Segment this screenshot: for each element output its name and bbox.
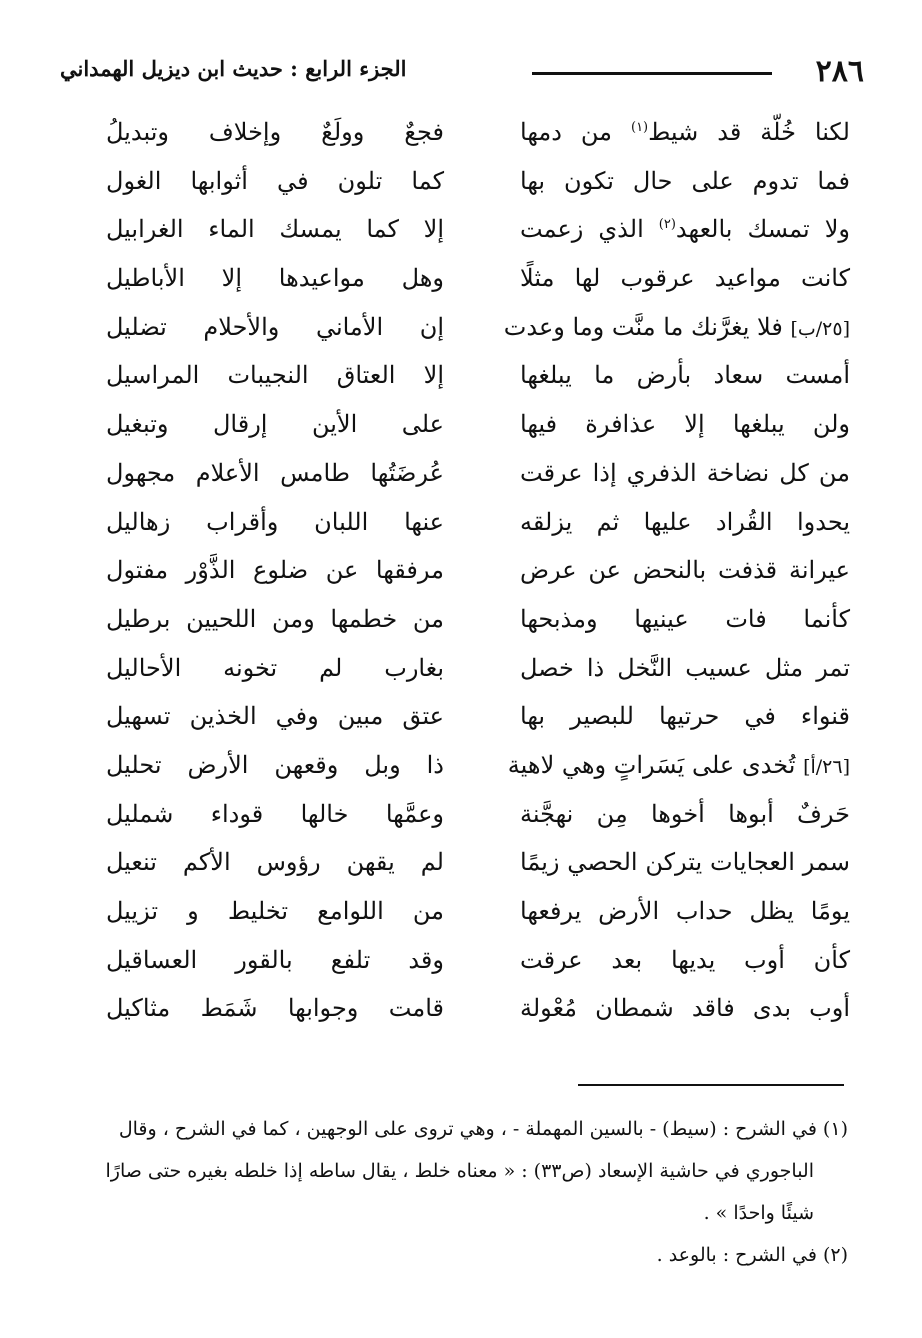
verse-line <box>60 258 850 307</box>
first-hemistich-text: يحدوا القُراد عليها ثم يزلقه <box>520 507 850 536</box>
second-hemistich: عنها اللبان وأقراب زهاليل <box>106 507 444 536</box>
footnote-separator <box>578 1084 844 1086</box>
first-hemistich-text: أمست سعاد بأرض ما يبلغها <box>520 361 850 390</box>
verse-line <box>60 988 850 1037</box>
first-hemistich <box>520 842 850 882</box>
verse-line <box>60 355 850 404</box>
page-header <box>60 50 864 96</box>
verse-line <box>60 648 850 697</box>
second-hemistich: إلا العتاق النجيبات المراسيل <box>106 361 444 390</box>
first-hemistich <box>520 404 850 444</box>
first-hemistich <box>520 258 850 298</box>
first-hemistich <box>520 209 850 249</box>
verse-line <box>60 550 850 599</box>
second-hemistich: وهل مواعيدها إلا الأباطيل <box>106 264 444 293</box>
footnote-1-line-2: الباجوري في حاشية الإسعاد (ص٣٣) : « معناه خلط ، يقال ساطه إذا خلطه بغيره حتى صارًا <box>105 1160 814 1182</box>
first-hemistich <box>520 502 850 542</box>
verse-line <box>60 209 850 258</box>
first-hemistich-text: فلا يغرَّنك ما منَّت وما وعدت <box>503 312 791 341</box>
verse-line <box>60 794 850 843</box>
footnote-1-line-3: شيئًا واحدًا » . <box>703 1202 814 1224</box>
second-hemistich: كما تلون في أثوابها الغول <box>106 166 444 195</box>
verse-line <box>60 161 850 210</box>
first-hemistich-text: حَرفٌ أبوها أخوها مِن نهجَّنة <box>520 799 850 828</box>
footnote-2: (٢) في الشرح : بالوعد . <box>656 1244 848 1266</box>
first-hemistich <box>507 745 850 787</box>
verse-line <box>60 599 850 648</box>
running-head: الجزء الرابع : حديث ابن ديزيل الهمداني <box>60 56 407 81</box>
first-hemistich-text: كأن أوب يديها بعد عرقت <box>520 945 850 974</box>
first-hemistich-text: أوب بدى فاقد شمطان مُعْولة <box>520 994 850 1023</box>
second-hemistich: لم يقهن رؤوس الأكم تنعيل <box>106 848 444 877</box>
first-hemistich-text: لكنا خُلّة قد شيط <box>648 118 850 146</box>
first-hemistich-text: ولا تمسك بالعهد <box>675 215 850 244</box>
manuscript-folio-mark: [٢٦/أ] <box>803 755 850 778</box>
second-hemistich: وقد تلفع بالقور العساقيل <box>106 945 444 974</box>
first-hemistich <box>520 648 850 688</box>
verse-line <box>60 453 850 502</box>
manuscript-folio-mark: [٢٥/ب] <box>790 317 850 340</box>
first-hemistich-text: تمر مثل عسيب النَّخل ذا خصل <box>520 653 850 682</box>
verse-line <box>60 842 850 891</box>
second-hemistich: بغارب لم تخونه الأحاليل <box>106 653 444 682</box>
first-hemistich-text: سمر العجايات يتركن الحصي زيمًا <box>520 848 850 877</box>
first-hemistich <box>520 794 850 834</box>
second-hemistich: عتق مبين وفي الخذين تسهيل <box>106 702 444 731</box>
second-hemistich: قامت وجوابها شَمَط مثاكيل <box>106 994 444 1023</box>
first-hemistich-text: يومًا يظل حداب الأرض يرفعها <box>520 897 850 925</box>
second-hemistich: إن الأماني والأحلام تضليل <box>106 312 444 341</box>
second-hemistich: ذا وبل وقعهن الأرض تحليل <box>106 750 444 779</box>
verse-line <box>60 940 850 989</box>
verse-line <box>60 112 850 161</box>
page-number: ٢٨٦ <box>815 54 864 89</box>
first-hemistich <box>503 307 850 349</box>
first-hemistich-text: من كل نضاخة الذفري إذا عرقت <box>520 458 850 487</box>
first-hemistich <box>520 453 850 493</box>
first-hemistich-text: كانت مواعيد عرقوب لها مثلًا <box>520 264 850 293</box>
second-hemistich: عُرضَتُها طامس الأعلام مجهول <box>106 458 444 487</box>
verse-line <box>60 404 850 453</box>
second-hemistich: إلا كما يمسك الماء الغرابيل <box>106 215 444 244</box>
first-hemistich-text: عيرانة قذفت بالنحض عن عرض <box>520 556 850 585</box>
first-hemistich-text: تُخدى على يَسَراتٍ وهي لاهية <box>507 750 804 779</box>
footnote-1-line-1: (١) في الشرح : (سيط) - بالسين المهملة - ، وهي تروى على الوجهين ، كما في الشرح ، وقال <box>118 1118 848 1140</box>
first-hemistich-text: قنواء في حرتيها للبصير بها <box>520 702 850 731</box>
header-rule <box>532 72 772 75</box>
footnote-reference[interactable]: (٢) <box>658 217 676 233</box>
verse-line <box>60 307 850 356</box>
first-hemistich <box>520 161 850 201</box>
second-hemistich: مرفقها عن ضلوع الذَّوْر مفتول <box>106 556 444 585</box>
verse-line <box>60 891 850 940</box>
poem <box>60 112 850 1037</box>
first-hemistich <box>520 696 850 736</box>
second-hemistich: من اللوامع تخليط و تزييل <box>106 897 444 925</box>
first-hemistich <box>520 550 850 590</box>
footnotes <box>70 1108 848 1276</box>
verse-line <box>60 745 850 794</box>
first-hemistich-text: ولن يبلغها إلا عذافرة فيها <box>520 410 850 439</box>
first-hemistich <box>520 599 850 639</box>
first-hemistich <box>520 940 850 980</box>
verse-line <box>60 502 850 551</box>
footnote-reference[interactable]: (١) <box>630 120 649 135</box>
first-hemistich-tail: الذي زعمت <box>520 215 659 244</box>
second-hemistich: على الأين إرقال وتبغيل <box>106 410 444 439</box>
second-hemistich: من خطمها ومن اللحيين برطيل <box>106 604 444 633</box>
first-hemistich-tail: من دمها <box>520 118 631 146</box>
first-hemistich <box>520 355 850 395</box>
first-hemistich-text: كأنما فات عينيها ومذبحها <box>520 604 850 633</box>
verse-line <box>60 696 850 745</box>
first-hemistich-text: فما تدوم على حال تكون بها <box>520 166 850 195</box>
first-hemistich <box>520 891 850 931</box>
second-hemistich: فجعٌ وولَعٌ وإخلاف وتبديلُ <box>106 118 444 146</box>
second-hemistich: وعمَّها خالها قوداء شمليل <box>106 799 444 828</box>
first-hemistich <box>520 988 850 1028</box>
first-hemistich <box>520 112 850 152</box>
